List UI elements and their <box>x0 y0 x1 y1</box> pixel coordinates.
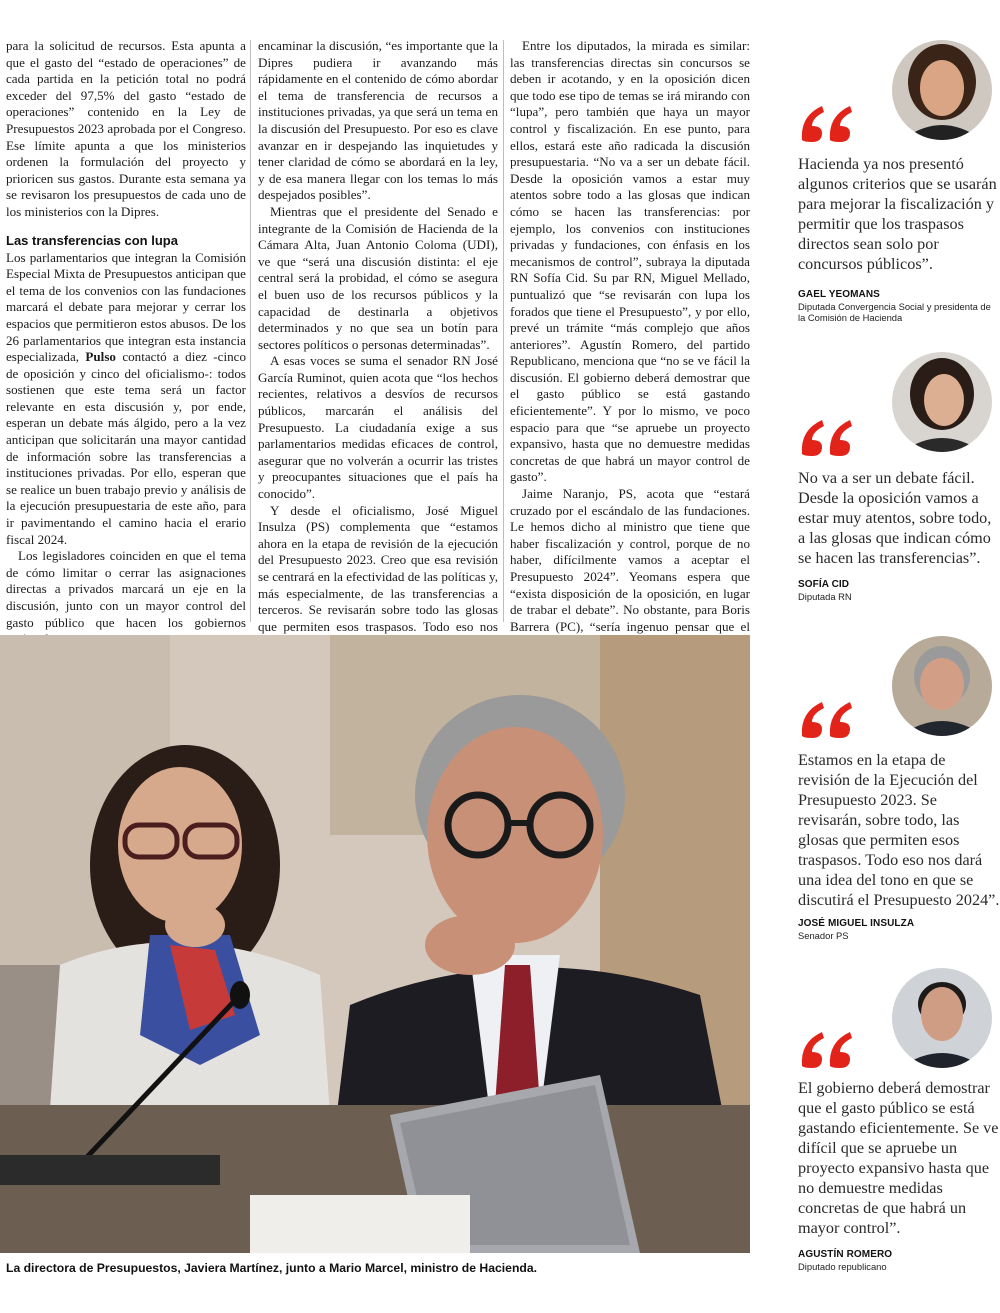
quote-mark-icon <box>798 102 856 144</box>
paragraph: Los legisladores coinciden en que el tema de cómo limitar o cerrar las asignaciones directas a privados marcará un eje en la discusión, junto con un mayor control del gasto público que hacen los gobiernos <box>6 548 246 630</box>
paragraph: encaminar la discusión, “es importante que la Dipres pudiera ir avanzando más rápidamente en el contenido de cómo abordar el tema de transferencia de recursos a instituciones privadas, ya que será un tema en la discusión del Presupuesto. Por eso es clave avanzar en ir despejando las inquietudes y tener claridad de cómo se abordará en la ley, y de esa manera llegar con los temas lo más despejados posibles”. <box>258 38 498 203</box>
quote-author: AGUSTÍN ROMERO <box>798 1249 893 1260</box>
quote-block-romero <box>798 968 1000 1278</box>
quote-block-insulza <box>798 636 1000 946</box>
paragraph: Y desde el oficialismo, José Miguel Insulza (PS) complementa que “estamos ahora en la etapa de revisión de la ejecución del Presupuesto 2023. Creo que esa revisión se centrará en la efectividad de las políticas y, más especialmente, de las transferencias a terceros. Se revisarán sobre todo las glosas que permiten esos traspasos. Todo eso nos <box>258 502 498 634</box>
portrait-illustration <box>892 636 992 736</box>
column-divider <box>503 40 504 622</box>
avatar <box>892 40 992 140</box>
quote-author-role: Diputada RN <box>798 591 852 602</box>
paragraph: para la solicitud de recursos. Esta apunta a que el gasto del “estado de operaciones” de cada partida en la petición total no podrá exceder del 97,5% del gasto “estado de operaciones” contenido en la Ley de Presupuestos 2023 aprobada por el Congreso. Ese límite apunta a que los ministerios ordenen la formulación del proyecto y prioricen sus gastos. Durante esta semana ya se revisaron los presupuestos de cada uno de los ministerios con la Dipres. <box>6 38 246 219</box>
quote-mark-icon <box>798 698 856 740</box>
paragraph: A esas voces se suma el senador RN José García Ruminot, quien acota que “los hechos recientes, relativos a desvíos de recursos públicos, marcarán el análisis del Presupuesto. La ciudadanía exige a sus parlamentarios medidas eficaces de control, asegurar que no volverán a ocurrir las tristes y preocupantes situaciones que el país ha conocido”. <box>258 353 498 502</box>
article-photo <box>0 635 750 1253</box>
quote-text: Estamos en la etapa de revisión de la Ejecución del Presupuesto 2023. Se revisarán, sobre todo, las glosas que permiten esos traspasos. Todo eso nos dará una idea del tono en que se discutirá el Presupuesto 2024”. <box>798 751 1000 909</box>
paragraph-text: Jaime Naranjo, PS, acota que “estará cruzado por el escándalo de las fundaciones. Le hemos dicho al ministro que tiene que haber fiscalización y control, porque de no haber, difícilmente vamos a aceptar el Presupuesto 2024”. Yeomans espera que “exista disposición de la oposición, en lugar de trabar el debate”. No obstante, para Boris Barrera (PC), “sería ingenuo pensar que el <box>510 486 750 634</box>
paragraph <box>6 250 246 549</box>
article-column-1 <box>6 38 246 681</box>
paragraph-text: contactó a diez -cinco de oposición y cinco del oficialismo-: todos sostienen que este tema será un factor relevante en esta discusión y, por ende, esperan un debate más álgido, pero a la vez anticipan que solicitarán una mayor cantidad de información sobre las transferencias a instituciones privadas. Por ello, esperan que se realice un buen trabajo previo y análisis de la ejecución presupuestaria de este año, para ir pavimentando el camino hacia el erario fiscal 2024. <box>6 349 246 547</box>
quote-mark-icon <box>798 416 856 458</box>
quote-text: No va a ser un debate fácil. Desde la oposición vamos a estar muy atentos, sobre todo, a las glosas que indican cómo se hacen las transferencias”. <box>798 469 992 567</box>
column-divider <box>250 40 251 622</box>
paragraph-text: Los parlamentarios que integran la Comisión Especial Mixta de Presupuestos anticipan que el tema de los convenios con las fundaciones marcará el debate para mejorar y cerrar los espacios que permitieron estos abusos. De los 26 parlamentarios que integran esta instancia especializada, <box>6 249 246 365</box>
article-column-2 <box>258 38 498 669</box>
portrait-illustration <box>892 968 992 1068</box>
quote-block-yeomans <box>798 40 1000 323</box>
quote-mark-icon <box>798 1028 856 1070</box>
quote-block-cid <box>798 352 1000 602</box>
paragraph: Entre los diputados, la mirada es similar: las transferencias directas sin concursos se deben ir acotando, y en la oposición dicen que todo ese tipo de temas se irá mirando con “lupa”, pero también que haya un mayor control y fiscalización. En ese punto, para ellos, estará este año radicada la discusión presupuestaria. “No va a ser un debate fácil. Desde la oposición vamos a estar muy atentos sobre todo a las glosas que indican cómo se hacen las transferencias: por ejemplo, los convenios con instituciones privadas y fundaciones, con énfasis en los mecanismos de control”, subraya la diputada RN Sofía Cid. Su par RN, Miguel Mellado, puntualizó que “se revisarán con lupa los forados que tiene el Presupuesto”, y por ello, prevé un trámite “más complejo que años anteriores”. Agustín Romero, del partido Republicano, menciona que “no se ve fácil la discusión. El gobierno deberá demostrar que el gasto público se está gastando eficientemente”. Y por lo mismo, ve poco espacio para que “se apruebe un proyecto expansivo, hasta que no demuestre medidas concretas de que habrá un mayor control de gasto”. <box>510 38 750 485</box>
photo-caption: La directora de Presupuestos, Javiera Martínez, junto a Mario Marcel, ministro de Hacienda. <box>6 1261 537 1275</box>
quote-author: SOFÍA CID <box>798 579 850 590</box>
portrait-illustration <box>892 352 992 452</box>
avatar <box>892 636 992 736</box>
paragraph: Mientras que el presidente del Senado e integrante de la Comisión de Hacienda de la Cámara Alta, Juan Antonio Coloma (UDI), ve que “será una discusión distinta: el eje central será la probidad, el cómo se asegura el buen uso de los recursos públicos y la capacidad de destinarla a objetivos determinados y no que sea un botín para sectores políticos o personas determinadas”. <box>258 203 498 352</box>
avatar <box>892 352 992 452</box>
brand-name: Pulso <box>85 349 116 365</box>
quote-author-role: Diputado republicano <box>798 1261 887 1272</box>
subheading: Las transferencias con lupa <box>6 232 178 248</box>
quote-author-role: Senador PS <box>798 930 849 941</box>
photo-illustration <box>0 635 750 1253</box>
quote-text: El gobierno deberá demostrar que el gasto público se está gastando eficientemente. Se ve difícil que se apruebe un proyecto expansivo hasta que no demuestre medidas concretas de que habrá un mayor control”. <box>798 1079 999 1237</box>
quote-text: Hacienda ya nos presentó algunos criterios que se usarán para mejorar la fiscalización y permitir que los traspasos directos sean solo por concursos públicos”. <box>798 155 997 273</box>
portrait-illustration <box>892 40 992 140</box>
quote-author: JOSÉ MIGUEL INSULZA <box>798 918 915 929</box>
article-column-3 <box>510 38 750 669</box>
quote-author: GAEL YEOMANS <box>798 289 880 300</box>
avatar <box>892 968 992 1068</box>
quote-author-role: Diputada Convergencia Social y presidenta de la Comisión de Hacienda <box>798 301 991 323</box>
